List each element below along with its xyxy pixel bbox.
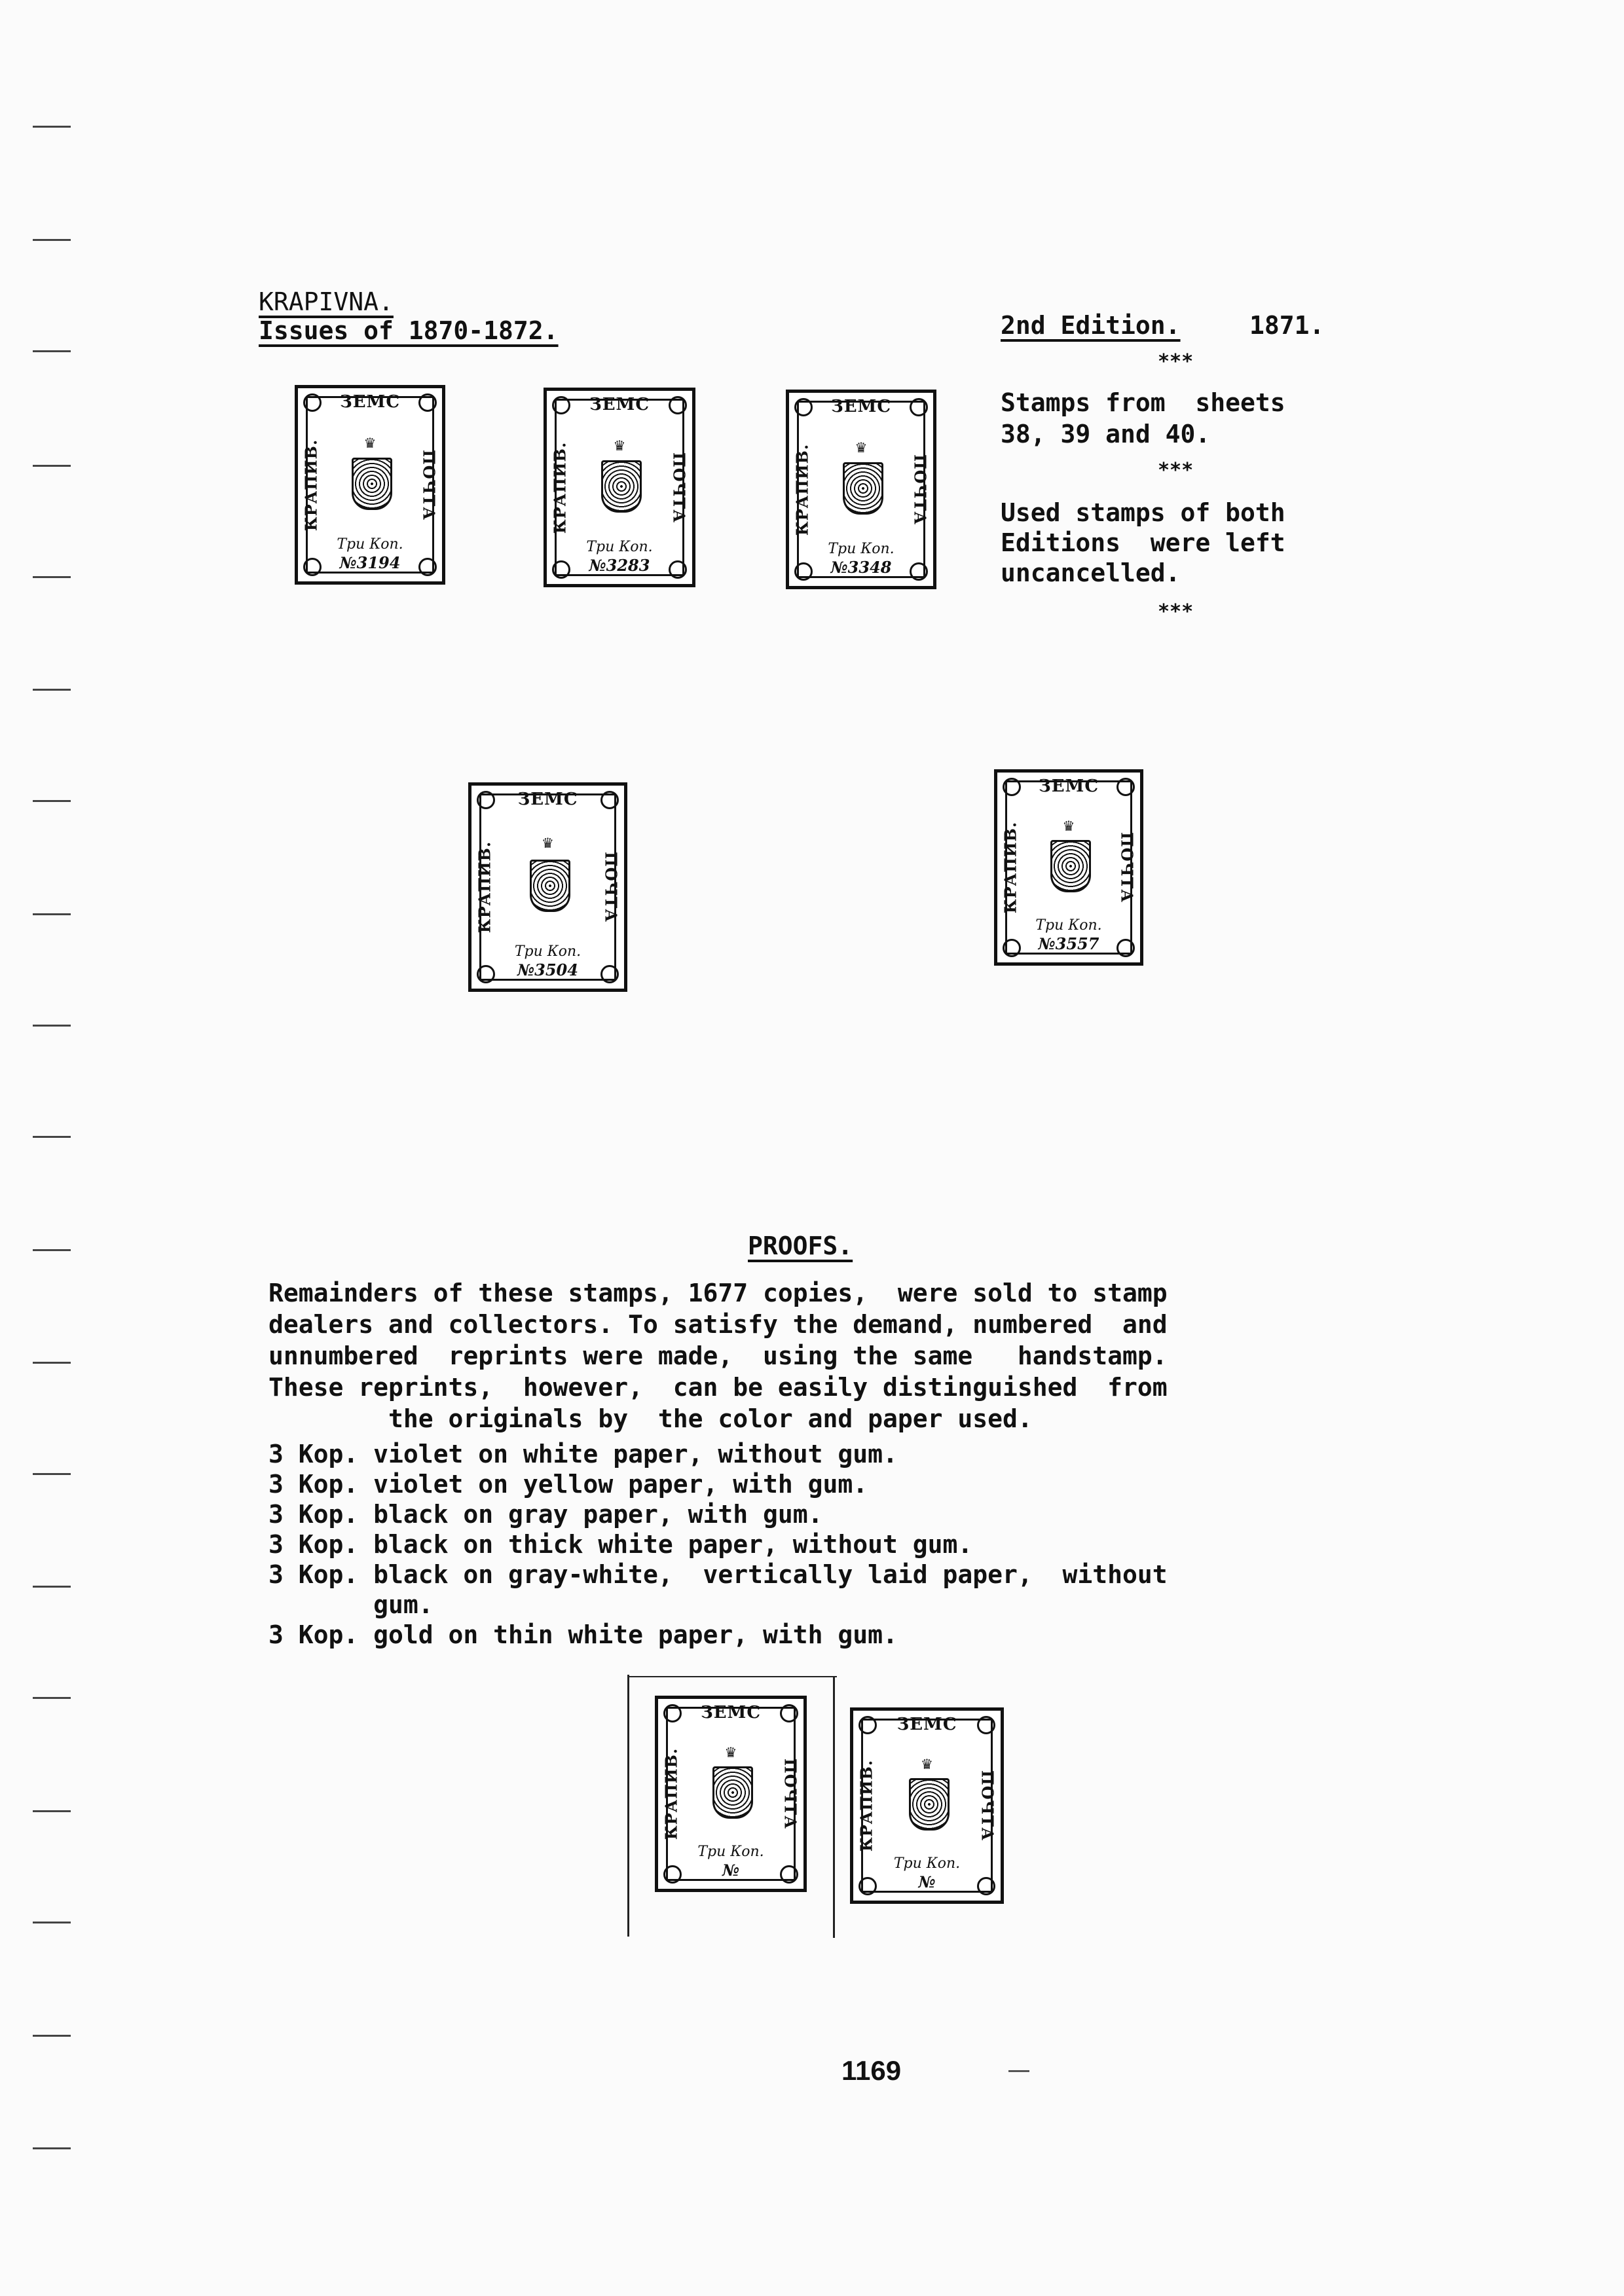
stamp-arc-text: ЗЕМС <box>589 395 650 414</box>
margin-tick <box>33 1586 71 1588</box>
margin-tick <box>33 2035 71 2037</box>
stamp-side-text: КРАПИВ. <box>661 1747 681 1840</box>
stamp-image <box>786 390 936 589</box>
margin-tick <box>33 465 71 467</box>
dash-mark <box>1008 2070 1029 2072</box>
crown-icon: ♛ <box>365 432 375 452</box>
stamp-side-text: КРАПИВ. <box>857 1759 876 1852</box>
margin-tick <box>33 1810 71 1812</box>
crown-icon: ♛ <box>1063 816 1074 836</box>
margin-tick <box>33 1249 71 1251</box>
page-subtitle: Issues of 1870-1872. <box>259 316 559 345</box>
stamp-value-text: Три Коп. <box>1035 917 1102 934</box>
paragraph-line: These reprints, however, can be easily distinguished from <box>268 1373 1168 1402</box>
list-item: 3 Kop. gold on thin white paper, with gum. <box>268 1620 898 1649</box>
stamp-image <box>850 1707 1004 1904</box>
stamp-arc-text: ЗЕМС <box>1038 776 1099 796</box>
list-item: 3 Kop. violet on white paper, without gum. <box>268 1440 898 1468</box>
stamp-number: №3557 <box>1038 934 1099 953</box>
edition-label: 2nd Edition. <box>1001 311 1181 340</box>
margin-tick <box>33 2147 71 2149</box>
stamp-image <box>544 388 695 587</box>
stamp-image <box>295 385 445 585</box>
stamp-side-text: КРАПИВ. <box>301 439 321 531</box>
stamp-number: №3194 <box>339 553 401 572</box>
stamp-image <box>468 782 627 992</box>
list-item: 3 Kop. black on gray-white, vertically laid paper, without <box>268 1560 1168 1589</box>
divider-line <box>833 1676 835 1938</box>
stamp-side-text: КРАПИВ. <box>475 841 494 934</box>
margin-tick <box>33 800 71 802</box>
stamp-number: №3504 <box>517 960 578 979</box>
proofs-paragraph <box>268 1278 1168 1435</box>
section-heading: PROOFS. <box>748 1231 853 1260</box>
list-item: 3 Kop. black on thick white paper, without gum. <box>268 1530 973 1559</box>
stamp-side-text: КРАПИВ. <box>1001 821 1020 914</box>
paragraph-line: unnumbered reprints were made, using the same handstamp. <box>268 1341 1168 1370</box>
margin-tick <box>33 350 71 352</box>
margin-tick <box>33 913 71 915</box>
stamp-value-text: Три Коп. <box>828 541 895 557</box>
margin-tick <box>33 239 71 241</box>
stamp-arc-text: ЗЕМС <box>339 392 401 412</box>
stamp-number: № <box>918 1872 936 1891</box>
page-title: KRAPIVNA. <box>259 287 394 316</box>
crown-icon: ♛ <box>542 832 553 852</box>
stamp-side-text: ПОЧТА <box>978 1770 997 1841</box>
stamp-value-text: Три Коп. <box>586 539 653 555</box>
coat-of-arms-icon <box>352 458 392 510</box>
list-item: 3 Kop. violet on yellow paper, with gum. <box>268 1470 868 1499</box>
stamp-arc-text: ЗЕМС <box>700 1703 762 1722</box>
stamp-side-text: ПОЧТА <box>781 1758 800 1829</box>
margin-tick <box>33 1362 71 1364</box>
list-item: 3 Kop. black on gray paper, with gum. <box>268 1500 823 1529</box>
margin-tick <box>33 1697 71 1699</box>
coat-of-arms-icon <box>843 462 883 515</box>
stamp-arc-text: ЗЕМС <box>517 790 578 809</box>
crown-icon: ♛ <box>614 435 625 455</box>
crown-icon: ♛ <box>856 437 866 457</box>
stamp-arc-text: ЗЕМС <box>830 397 892 416</box>
stamp-value-text: Три Коп. <box>697 1844 764 1860</box>
divider-line <box>627 1675 629 1937</box>
coat-of-arms-icon <box>1050 840 1091 892</box>
stamp-value-text: Три Коп. <box>893 1855 961 1872</box>
stamp-image <box>994 769 1143 966</box>
stamp-number: №3348 <box>830 558 892 577</box>
divider-line <box>627 1676 837 1677</box>
paragraph-line: dealers and collectors. To satisfy the demand, numbered and <box>268 1310 1168 1339</box>
paragraph-line: Remainders of these stamps, 1677 copies, were sold to stamp <box>268 1279 1168 1307</box>
stamp-image <box>655 1696 807 1892</box>
note-line: Editions were left <box>1001 528 1285 557</box>
margin-tick <box>33 689 71 691</box>
margin-tick <box>33 1025 71 1027</box>
edition-year: 1871. <box>1249 311 1325 340</box>
note-line: uncancelled. <box>1001 558 1181 587</box>
coat-of-arms-icon <box>530 860 570 912</box>
separator: *** <box>1158 600 1194 623</box>
note-line: Stamps from sheets <box>1001 388 1285 417</box>
coat-of-arms-icon <box>601 460 642 513</box>
margin-tick <box>33 1473 71 1475</box>
note-line: Used stamps of both <box>1001 498 1285 527</box>
margin-tick <box>33 126 71 128</box>
list-item: gum. <box>268 1590 434 1619</box>
margin-tick <box>33 576 71 578</box>
separator: *** <box>1158 350 1194 373</box>
stamp-side-text: ПОЧТА <box>601 852 621 922</box>
margin-tick <box>33 1922 71 1923</box>
stamp-arc-text: ЗЕМС <box>896 1715 957 1734</box>
crown-icon: ♛ <box>726 1742 736 1762</box>
margin-tick <box>33 1136 71 1138</box>
stamp-side-text: ПОЧТА <box>669 452 689 523</box>
stamp-number: №3283 <box>589 556 650 575</box>
proofs-list <box>268 1439 1168 1650</box>
stamp-side-text: ПОЧТА <box>419 449 439 520</box>
stamp-side-text: КРАПИВ. <box>550 441 570 534</box>
note-line: 38, 39 and 40. <box>1001 420 1211 448</box>
stamp-value-text: Три Коп. <box>514 943 581 960</box>
stamp-value-text: Три Коп. <box>337 536 403 553</box>
stamp-side-text: ПОЧТА <box>910 454 930 525</box>
coat-of-arms-icon <box>712 1766 753 1819</box>
separator: *** <box>1158 459 1194 482</box>
coat-of-arms-icon <box>909 1778 950 1831</box>
stamp-side-text: КРАПИВ. <box>792 443 812 536</box>
stamp-side-text: ПОЧТА <box>1117 832 1137 903</box>
crown-icon: ♛ <box>921 1754 932 1774</box>
stamp-number: № <box>722 1861 740 1880</box>
paragraph-line: the originals by the color and paper used. <box>268 1404 1033 1433</box>
page-number: 1169 <box>841 2055 902 2086</box>
